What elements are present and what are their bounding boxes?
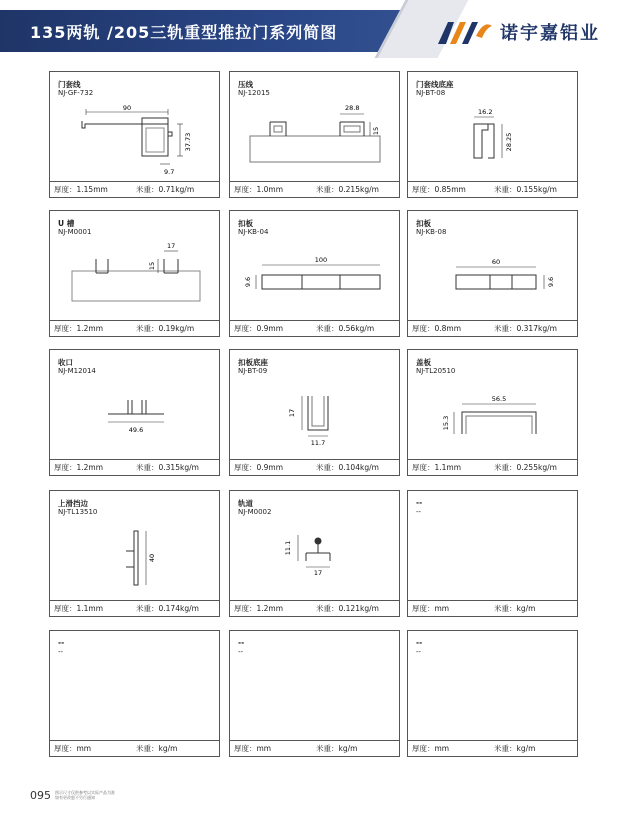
spec-footer [50, 320, 219, 336]
dimension-label: 40 [148, 553, 156, 563]
dimension-label: 11.7 [310, 439, 326, 447]
dimension-label: 16.2 [478, 108, 493, 116]
profile-code: NJ-TL13510 [58, 508, 98, 516]
profile-card-cover-base [229, 349, 400, 476]
weight-value: 米重：0.121kg/m [316, 604, 379, 613]
spec-footer [50, 740, 219, 756]
spec-footer [408, 320, 577, 336]
weight-value: 米重：kg/m [316, 744, 358, 753]
profile-code: -- [58, 648, 64, 656]
thickness-value: 厚度：mm [54, 744, 92, 753]
page-title: 135两轨 /205三轨重型推拉门系列简图 [30, 23, 338, 42]
weight-value: 米重：0.174kg/m [136, 604, 199, 613]
thickness-value: 厚度：1.2mm [54, 463, 104, 472]
page-header [0, 0, 628, 58]
profile-card-cover-plate-04 [229, 210, 400, 337]
thickness-value: 厚度：0.9mm [234, 324, 284, 333]
dimension-label: 11.1 [284, 540, 292, 556]
profile-card-closing-edge [49, 349, 220, 476]
profile-card-empty [49, 630, 220, 757]
spec-footer [230, 181, 399, 197]
profile-name: -- [58, 638, 65, 647]
thickness-value: 厚度：0.8mm [412, 324, 462, 333]
weight-value: 米重：0.19kg/m [136, 324, 195, 333]
thickness-value: 厚度：mm [412, 604, 450, 613]
thickness-value: 厚度：1.1mm [54, 604, 104, 613]
profile-card-pressing-line [229, 71, 400, 198]
dimension-label: 37.73 [184, 132, 192, 152]
profile-name: 收口 [58, 358, 73, 367]
spec-footer [230, 320, 399, 336]
profile-code: NJ-KB-08 [416, 228, 447, 236]
page-number: 095 [30, 788, 51, 802]
weight-value: 米重：0.315kg/m [136, 463, 199, 472]
page-footer [30, 788, 175, 802]
profile-name: 扣板 [416, 219, 431, 228]
weight-value: 米重：kg/m [494, 604, 536, 613]
weight-value: 米重：0.215kg/m [316, 185, 379, 194]
dimension-label: 100 [314, 256, 328, 264]
dimension-label: 15.3 [442, 415, 450, 431]
profile-code: NJ-BT-08 [416, 89, 446, 97]
dimension-label: 17 [288, 408, 296, 418]
spec-footer [230, 740, 399, 756]
spec-footer [230, 459, 399, 475]
profile-code: NJ-KB-04 [238, 228, 269, 236]
dimension-label: 17 [313, 569, 323, 577]
brand-logo-icon [436, 18, 494, 46]
dimension-label: 9.6 [244, 276, 252, 288]
thickness-value: 厚度：0.9mm [234, 463, 284, 472]
footer-note [55, 790, 175, 800]
spec-footer [408, 181, 577, 197]
footer-note-line: 图示尺寸仅供参考以实际产品为准 [55, 790, 115, 795]
dimension-label: 28.8 [345, 104, 360, 112]
weight-value: 米重：0.71kg/m [136, 185, 195, 194]
profile-name: U 槽 [58, 219, 75, 228]
weight-value: 米重：0.56kg/m [316, 324, 375, 333]
profile-name: 扣板 [238, 219, 253, 228]
dimension-label: 28.25 [505, 132, 513, 152]
profile-code: NJ-M12014 [58, 367, 96, 375]
thickness-value: 厚度：1.15mm [54, 185, 108, 194]
dimension-label: 15 [148, 261, 156, 271]
profile-code: NJ-BT-09 [238, 367, 268, 375]
profile-name: 门套线底座 [416, 80, 454, 89]
profile-card-u-channel [49, 210, 220, 337]
profile-code: NJ-M0002 [238, 508, 272, 516]
dimension-label: 9.6 [547, 276, 555, 288]
profile-card-cap-plate [407, 349, 578, 476]
profile-name: -- [238, 638, 245, 647]
profile-card-empty [407, 630, 578, 757]
thickness-value: 厚度：0.85mm [412, 185, 466, 194]
weight-value: 米重：kg/m [136, 744, 178, 753]
profile-card-track [229, 490, 400, 617]
spec-footer [408, 740, 577, 756]
spec-footer [50, 600, 219, 616]
profile-name: 盖板 [416, 358, 431, 367]
profile-name: 上滑挡边 [58, 499, 88, 508]
brand-name: 诺宇嘉铝业 [500, 23, 600, 44]
profile-name: 门套线 [58, 80, 81, 89]
thickness-value: 厚度：1.2mm [234, 604, 284, 613]
profile-card-casing-base [407, 71, 578, 198]
profile-card-empty [229, 630, 400, 757]
dimension-label: 49.6 [128, 426, 144, 434]
thickness-value: 厚度：1.0mm [234, 185, 284, 194]
profile-name: -- [416, 638, 423, 647]
thickness-value: 厚度：mm [412, 744, 450, 753]
spec-footer [408, 600, 577, 616]
dimension-label: 9.7 [164, 168, 175, 176]
profile-code: -- [238, 648, 244, 656]
profile-card-top-slide-edge [49, 490, 220, 617]
weight-value: 米重：0.104kg/m [316, 463, 379, 472]
profile-name: 轨道 [238, 499, 253, 508]
brand [436, 18, 600, 46]
dimension-label: 56.5 [491, 395, 507, 403]
weight-value: 米重：0.317kg/m [494, 324, 557, 333]
dimension-label: 15 [372, 126, 380, 136]
profile-code: -- [416, 648, 422, 656]
profile-name: -- [416, 498, 423, 507]
spec-footer [230, 600, 399, 616]
profile-code: NJ-M0001 [58, 228, 92, 236]
weight-value: 米重：0.155kg/m [494, 185, 557, 194]
profile-name: 压线 [238, 80, 253, 89]
spec-footer [50, 459, 219, 475]
profile-code: -- [416, 508, 422, 516]
profile-card-empty [407, 490, 578, 617]
thickness-value: 厚度：1.2mm [54, 324, 104, 333]
weight-value: 米重：kg/m [494, 744, 536, 753]
profile-code: NJ-GF-732 [58, 89, 94, 97]
profile-card-door-casing [49, 71, 220, 198]
footer-note-line: 如有更改恕不另行通知 [55, 795, 95, 800]
weight-value: 米重：0.255kg/m [494, 463, 557, 472]
spec-footer [408, 459, 577, 475]
profile-card-cover-plate-08 [407, 210, 578, 337]
dimension-label: 60 [491, 258, 501, 266]
profile-code: NJ-12015 [238, 89, 270, 97]
dimension-label: 17 [167, 242, 176, 250]
thickness-value: 厚度：1.1mm [412, 463, 462, 472]
spec-footer [50, 181, 219, 197]
dimension-label: 90 [122, 104, 132, 112]
profile-code: NJ-TL20510 [416, 367, 456, 375]
thickness-value: 厚度：mm [234, 744, 272, 753]
profile-name: 扣板底座 [238, 358, 268, 367]
